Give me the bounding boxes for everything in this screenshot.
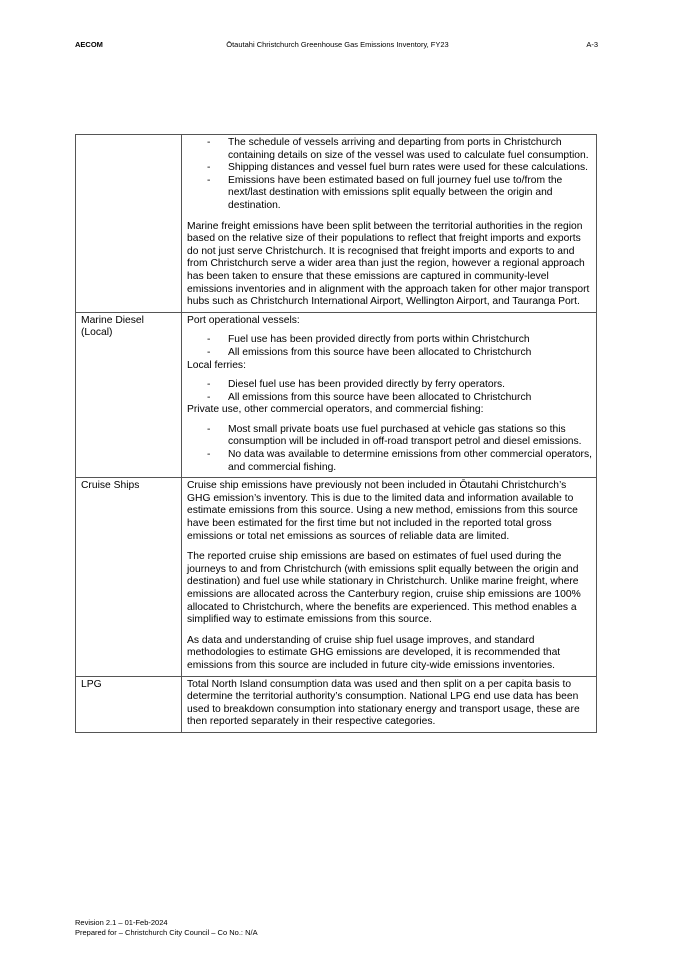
subheading: Local ferries:: [187, 359, 246, 371]
paragraph: Marine freight emissions have been split between the territorial authorities in the region based on the relative size of their populations to reflect that freight imports and exports do not just serve Christchurch. It is recognised that freight imports and exports to and from Christchurch serve a wider area than just the region, however a regional approach has been taken to ensure that these emissions are captured in community-level emissions inventories and in alignment with the approach taken for other major transport hubs such as Christchurch International Airport, Wellington Airport, and Tauranga Port.: [187, 220, 590, 308]
paragraph: The reported cruise ship emissions are based on estimates of fuel used during the journeys to and from Christchurch (with emissions split equally between the origin and destination) and fuel use while stationary in Christchurch. Unlike marine freight, where emissions are allocated across the Canterbury region, cruise ship emissions are 100% allocated to Christchurch, where the benefits are experienced. This method enables a simplified way to estimate emissions from this source.: [187, 551, 581, 626]
bullet-list: [187, 137, 592, 213]
list-item: - Most small private boats use fuel purchased at vehicle gas stations so this consumption will be included in off-road transport petrol and diesel emissions.: [187, 424, 592, 449]
row-label-empty: [76, 135, 182, 313]
header-title: Ōtautahi Christchurch Greenhouse Gas Emissions Inventory, FY23: [226, 40, 449, 49]
list-item: - Emissions have been estimated based on full journey fuel use to/from the next/last destination with emissions split equally between the origin and destination.: [187, 175, 592, 213]
paragraph: Cruise ship emissions have previously not been included in Ōtautahi Christchurch’s GHG emission’s inventory. This is due to the limited data and information available to estimate emissions from this source. Using a new method, emissions from this source have been estimated for the first time but not included in the reported total gross emissions or total net emissions as sources of reliable data are limited.: [187, 480, 578, 542]
bullet-list: [187, 379, 592, 404]
subheading: Port operational vessels:: [187, 314, 300, 326]
table-row-cruise-ships: [76, 478, 597, 676]
list-item: - No data was available to determine emissions from other commercial operators, and commercial fishing.: [187, 449, 592, 474]
table-row-marine-freight: [76, 135, 597, 313]
list-item: - The schedule of vessels arriving and departing from ports in Christchurch containing details on size of the vessel was used to calculate fuel consumption.: [187, 137, 592, 162]
list-item: - All emissions from this source have been allocated to Christchurch: [187, 392, 592, 405]
list-item: - Fuel use has been provided directly from ports within Christchurch: [187, 334, 592, 347]
row-content-lpg: [182, 676, 597, 732]
footer-prepared-for: Prepared for – Christchurch City Council – Co No.: N/A: [75, 928, 258, 937]
methodology-table: [75, 134, 597, 733]
row-label-marine-diesel: Marine Diesel (Local): [76, 312, 182, 478]
header-company: AECOM: [75, 40, 103, 49]
list-item: - Diesel fuel use has been provided directly by ferry operators.: [187, 379, 592, 392]
row-content-cruise-ships: [182, 478, 597, 676]
row-label-lpg: LPG: [76, 676, 182, 732]
row-content-marine-freight: [182, 135, 597, 313]
bullet-list: [187, 424, 592, 474]
row-content-marine-diesel: [182, 312, 597, 478]
subheading: Private use, other commercial operators, and commercial fishing:: [187, 404, 484, 416]
list-item: - All emissions from this source have been allocated to Christchurch: [187, 347, 592, 360]
row-label-cruise-ships: Cruise Ships: [76, 478, 182, 676]
table-row-marine-diesel: [76, 312, 597, 478]
bullet-list: [187, 334, 592, 359]
table-row-lpg: [76, 676, 597, 732]
footer-revision: Revision 2.1 – 01-Feb-2024: [75, 918, 168, 927]
list-item: - Shipping distances and vessel fuel burn rates were used for these calculations.: [187, 162, 592, 175]
paragraph: As data and understanding of cruise ship fuel usage improves, and standard methodologies to estimate GHG emissions are developed, it is recommended that emissions from this source are included in future city-wide emissions inventories.: [187, 634, 561, 671]
header-page-number: A-3: [586, 40, 598, 49]
paragraph: Total North Island consumption data was used and then split on a per capita basis to determine the territorial authority’s consumption. National LPG end use data has been used to breakdown consumption into stationary energy and transport usage, these are then reported separately in their respective categories.: [187, 678, 580, 728]
